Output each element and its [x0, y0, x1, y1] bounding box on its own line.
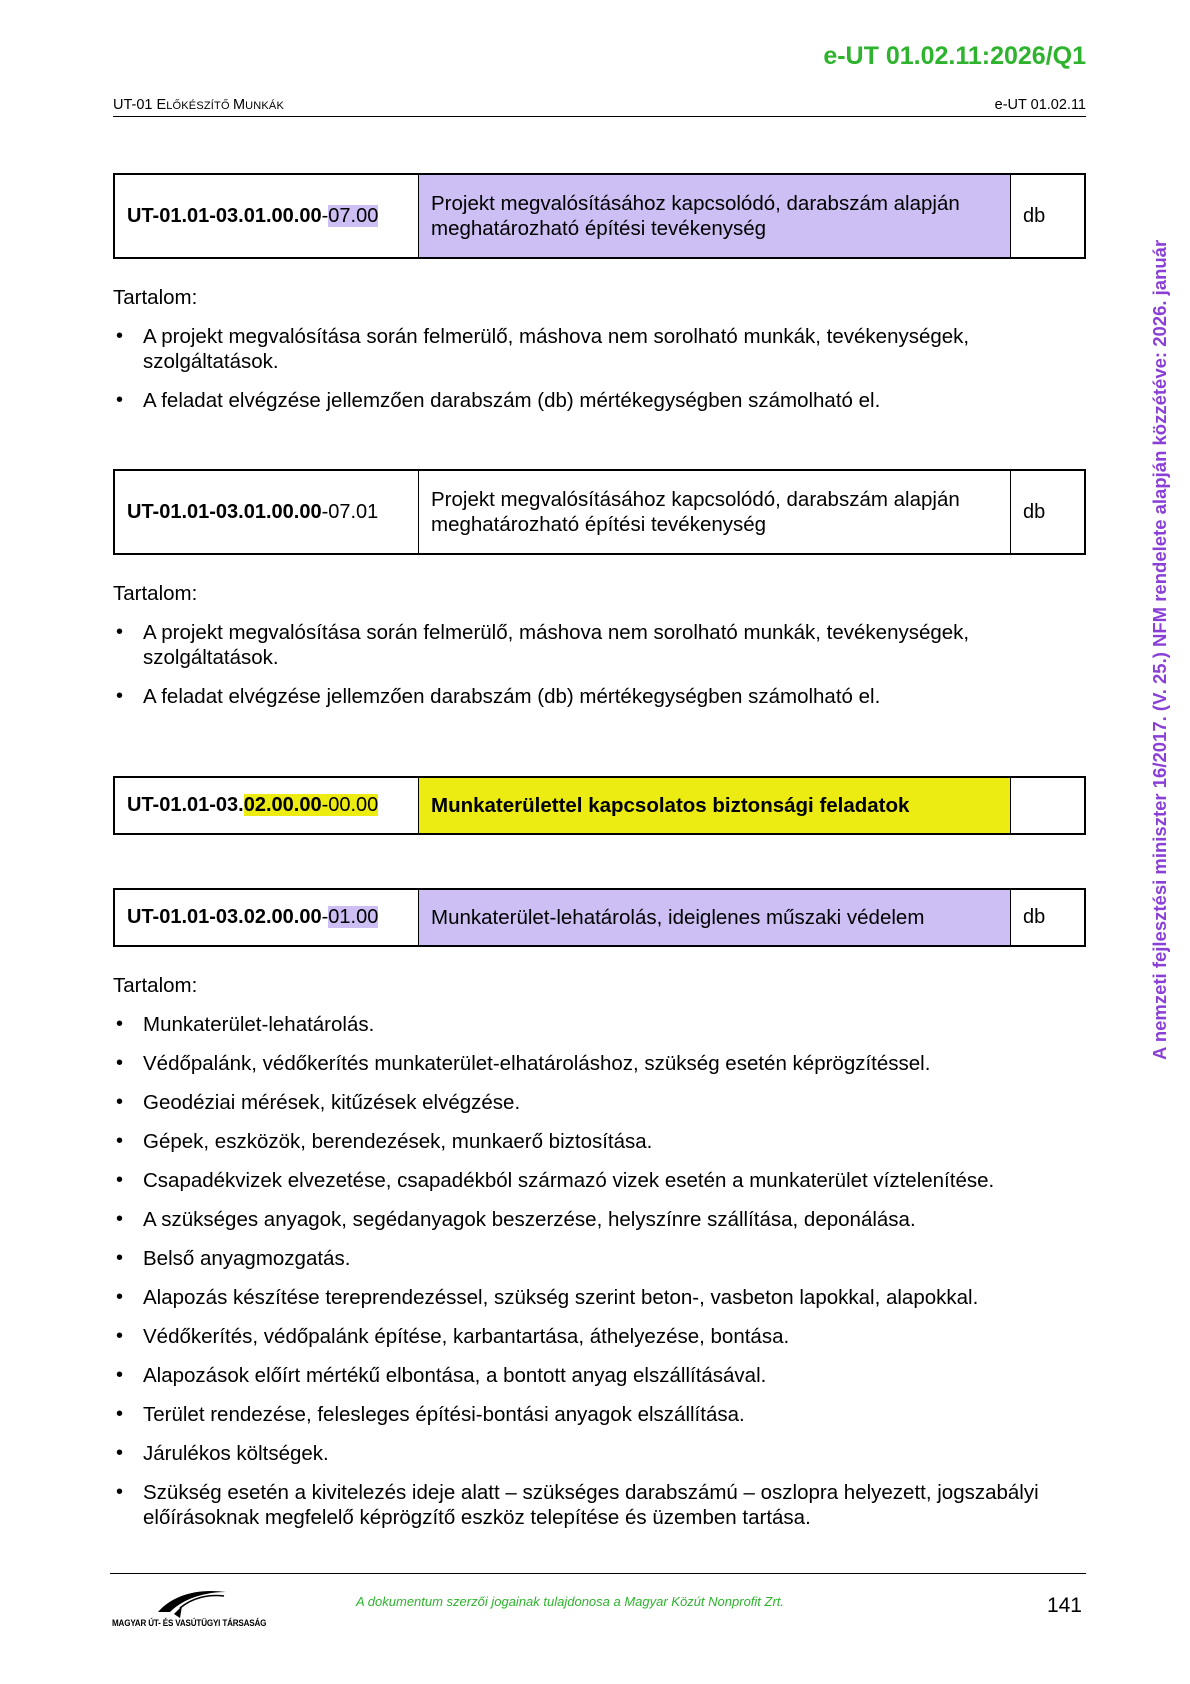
list-item: • Járulékos költségek.: [113, 1441, 1086, 1466]
item-code: UT-01.01-03.01.00.00-07.01: [114, 470, 419, 554]
list-item: • A projekt megvalósítása során felmerülő, máshova nem sorolható munkák, tevékenységek, szolgáltatások.: [113, 324, 1086, 374]
list-item: • A feladat elvégzése jellemzően darabszám (db) mértékegységben számolható el.: [113, 388, 1086, 413]
bullet-list-2: [113, 620, 1086, 709]
bullet-list-4: [113, 1012, 1086, 1530]
copyright-notice: A dokumentum szerzői jogainak tulajdonosa a Magyar Közút Nonprofit Zrt.: [356, 1594, 785, 1609]
item-unit: [1011, 777, 1086, 834]
page-footer: [110, 1573, 1086, 1644]
item-unit: db: [1011, 889, 1086, 946]
list-item: • Belső anyagmozgatás.: [113, 1246, 1086, 1271]
bullet-list-1: [113, 324, 1086, 413]
list-item: • A szükséges anyagok, segédanyagok beszerzése, helyszínre szállítása, deponálása.: [113, 1207, 1086, 1232]
list-item: • Geodéziai mérések, kitűzések elvégzése.: [113, 1090, 1086, 1115]
item-table-2: [113, 469, 1086, 555]
item-description: Projekt megvalósításához kapcsolódó, darabszám alapján meghatározható építési tevékenység: [419, 174, 1011, 258]
document-code: e-UT 01.02.11:2026/Q1: [823, 42, 1086, 70]
tartalom-label: Tartalom:: [113, 286, 198, 309]
item-description: Munkaterület-lehatárolás, ideiglenes műszaki védelem: [419, 889, 1011, 946]
header-section-title: UT-01 ELŐKÉSZÍTŐ MUNKÁK: [113, 97, 284, 113]
list-item: • Terület rendezése, felesleges építési-bontási anyagok elszállítása.: [113, 1402, 1086, 1427]
tartalom-label: Tartalom:: [113, 974, 198, 997]
logo-text: MAGYAR ÚT- ÉS VASÚTÜGYI TÁRSASÁG: [112, 1618, 267, 1629]
list-item: • Szükség esetén a kivitelezés ideje alatt – szükséges darabszámú – oszlopra helyezett, jogszabályi előírásoknak megfelelő képrögzítő eszköz telepítése és üzemben tartása.: [113, 1480, 1086, 1530]
item-table-1: [113, 173, 1086, 259]
header-doc-id: e-UT 01.02.11: [994, 97, 1086, 113]
item-table-3: [113, 776, 1086, 835]
list-item: • Csapadékvizek elvezetése, csapadékból származó vizek esetén a munkaterület víztelenítése.: [113, 1168, 1086, 1193]
list-item: • Munkaterület-lehatárolás.: [113, 1012, 1086, 1037]
side-publication-note: A nemzeti fejlesztési miniszter 16/2017. (V. 25.) NFM rendelete alapján közzétéve: 2026. január: [1149, 239, 1170, 1060]
item-unit: db: [1011, 174, 1086, 258]
list-item: • Védőkerítés, védőpalánk építése, karbantartása, áthelyezése, bontása.: [113, 1324, 1086, 1349]
list-item: • A projekt megvalósítása során felmerülő, máshova nem sorolható munkák, tevékenységek, szolgáltatások.: [113, 620, 1086, 670]
organization-logo: [110, 1584, 267, 1634]
tartalom-label: Tartalom:: [113, 582, 198, 605]
list-item: • A feladat elvégzése jellemzően darabszám (db) mértékegységben számolható el.: [113, 684, 1086, 709]
page-number: 141: [1046, 1594, 1082, 1617]
list-item: • Alapozások előírt mértékű elbontása, a bontott anyag elszállításával.: [113, 1363, 1086, 1388]
list-item: • Védőpalánk, védőkerítés munkaterület-elhatároláshoz, szükség esetén képrögzítéssel.: [113, 1051, 1086, 1076]
item-code: UT-01.01-03.02.00.00-01.00: [114, 889, 419, 946]
item-description: Munkaterülettel kapcsolatos biztonsági feladatok: [419, 777, 1011, 834]
item-code: UT-01.01-03.02.00.00-00.00: [114, 777, 419, 834]
item-description: Projekt megvalósításához kapcsolódó, darabszám alapján meghatározható építési tevékenység: [419, 470, 1011, 554]
list-item: • Alapozás készítése tereprendezéssel, szükség szerint beton-, vasbeton lapokkal, alapokkal.: [113, 1285, 1086, 1310]
page-header: [113, 95, 1086, 117]
item-code: UT-01.01-03.01.00.00-07.00: [114, 174, 419, 258]
item-unit: db: [1011, 470, 1086, 554]
list-item: • Gépek, eszközök, berendezések, munkaerő biztosítása.: [113, 1129, 1086, 1154]
document-body: [113, 173, 1086, 1544]
logo-swoosh-icon: [110, 1584, 260, 1620]
item-table-4: [113, 888, 1086, 947]
